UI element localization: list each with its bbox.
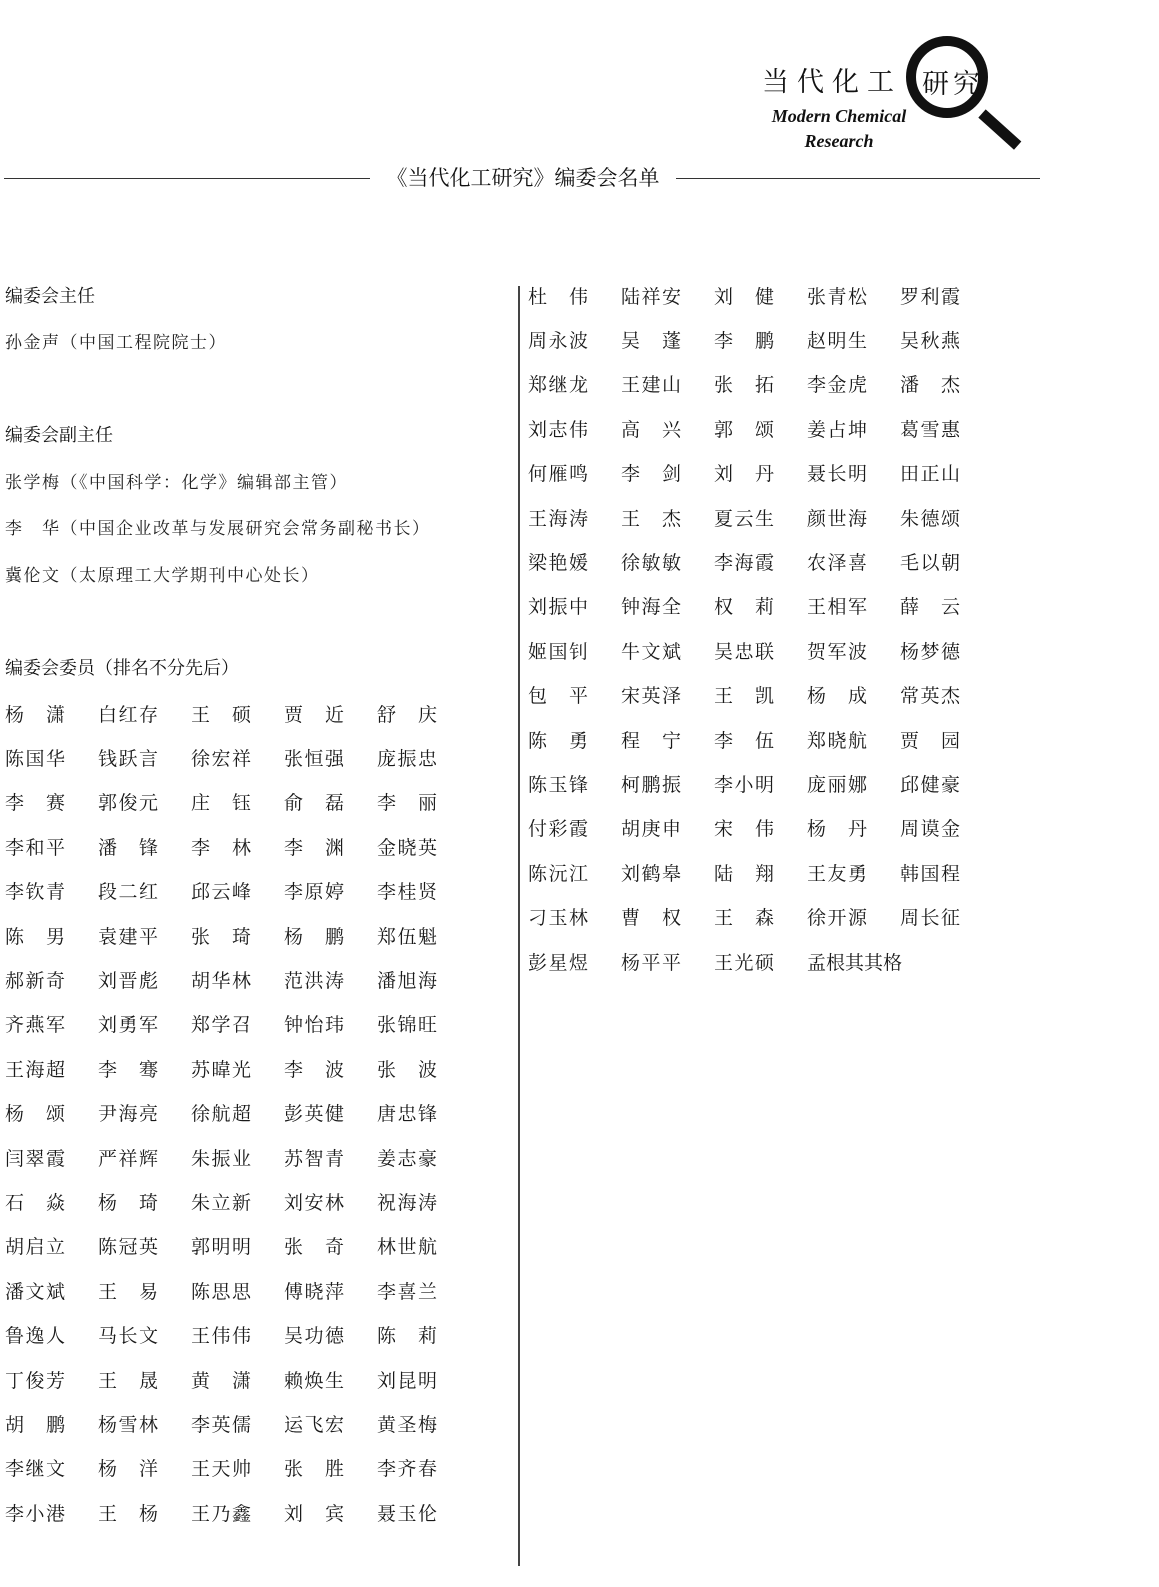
member-name: 王 伟 伟 xyxy=(191,1325,251,1348)
member-name: 胡 启 立 xyxy=(5,1236,65,1259)
director-line: 孙金声（中国工程院院士） xyxy=(5,333,227,353)
vice-director-line: 冀伦文（太原理工大学期刊中心处长） xyxy=(5,566,320,586)
member-name: 贺 军 波 xyxy=(807,640,867,663)
member-name: 陈 玉 锋 xyxy=(528,773,588,796)
member-name: 潘 文 斌 xyxy=(5,1280,65,1303)
member-name: 何 雁 鸣 xyxy=(528,463,588,486)
member-name: 刘 勇 军 xyxy=(98,1014,158,1037)
member-name: 吴 功 德 xyxy=(284,1325,344,1348)
member-name: 刘 宾 xyxy=(284,1502,344,1525)
member-name: 彭 英 健 xyxy=(284,1103,344,1126)
column-divider xyxy=(518,286,520,1566)
member-name: 张 琦 xyxy=(191,925,251,948)
member-name: 白 红 存 xyxy=(98,703,158,726)
logo-chinese-title: 当代化工 xyxy=(762,67,902,98)
member-name: 刘 丹 xyxy=(714,463,774,486)
member-name: 张 青 松 xyxy=(807,285,867,308)
member-name: 朱 立 新 xyxy=(191,1191,251,1214)
member-name: 郭 明 明 xyxy=(191,1236,251,1259)
member-name: 陈 男 xyxy=(5,925,65,948)
vice-director-line: 张学梅（《中国科学：化学》编辑部主管） xyxy=(5,473,348,493)
section-heading-director: 编委会主任 xyxy=(5,286,95,307)
member-name: 姬 国 钊 xyxy=(528,640,588,663)
member-name: 李 伍 xyxy=(714,729,774,752)
member-name: 杨 成 xyxy=(807,685,867,708)
member-name: 王 海 涛 xyxy=(528,507,588,530)
member-name: 赵 明 生 xyxy=(807,329,867,352)
member-name: 姜 占 坤 xyxy=(807,418,867,441)
member-name: 齐 燕 军 xyxy=(5,1014,65,1037)
member-name: 宋 英 泽 xyxy=(621,685,681,708)
member-name: 苏 智 青 xyxy=(284,1147,344,1170)
member-name: 马 长 文 xyxy=(98,1325,158,1348)
member-name: 柯 鹏 振 xyxy=(621,773,681,796)
member-name: 孟 根 其 其 格 xyxy=(807,951,903,974)
member-name: 王 杰 xyxy=(621,507,681,530)
member-name: 丁 俊 芳 xyxy=(5,1369,65,1392)
member-name: 傅 晓 萍 xyxy=(284,1280,344,1303)
member-name: 曹 权 xyxy=(621,907,681,930)
member-name: 陈 冠 英 xyxy=(98,1236,158,1259)
member-name: 李 波 xyxy=(284,1058,344,1081)
member-name: 吴 秋 燕 xyxy=(900,329,960,352)
member-name: 李 喜 兰 xyxy=(377,1280,437,1303)
member-name: 尹 海 亮 xyxy=(98,1103,158,1126)
page-title: 《当代化工研究》编委会名单 xyxy=(386,166,660,190)
member-name: 吴 蓬 xyxy=(621,329,681,352)
logo-english-line2: Research xyxy=(804,131,874,151)
member-name: 俞 磊 xyxy=(284,792,344,815)
member-name: 周 永 波 xyxy=(528,329,588,352)
member-name: 杨 洋 xyxy=(98,1458,158,1481)
member-name: 权 莉 xyxy=(714,596,774,619)
page-title-row xyxy=(0,160,1042,196)
member-name: 邱 健 豪 xyxy=(900,773,960,796)
member-name: 毛 以 朝 xyxy=(900,551,960,574)
member-name: 郭 颂 xyxy=(714,418,774,441)
member-name: 唐 忠 锋 xyxy=(377,1103,437,1126)
logo-english-title xyxy=(754,104,924,154)
member-name: 李 海 霞 xyxy=(714,551,774,574)
member-name: 金 晓 英 xyxy=(377,836,437,859)
member-name: 张 奇 xyxy=(284,1236,344,1259)
member-name: 庄 钰 xyxy=(191,792,251,815)
member-name: 刘 健 xyxy=(714,285,774,308)
logo-inner-text: 研究 xyxy=(922,69,984,100)
member-name: 王 建 山 xyxy=(621,374,681,397)
member-name: 李 赛 xyxy=(5,792,65,815)
member-name: 刘 昆 明 xyxy=(377,1369,437,1392)
member-name: 贾 园 xyxy=(900,729,960,752)
vice-director-line: 李 华（中国企业改革与发展研究会常务副秘书长） xyxy=(5,519,431,539)
member-name: 潘 旭 海 xyxy=(377,969,437,992)
member-name: 徐 宏 祥 xyxy=(191,747,251,770)
member-name: 姜 志 豪 xyxy=(377,1147,437,1170)
member-name: 郑 晓 航 xyxy=(807,729,867,752)
member-name: 林 世 航 xyxy=(377,1236,437,1259)
member-name: 鲁 逸 人 xyxy=(5,1325,65,1348)
member-name: 付 彩 霞 xyxy=(528,818,588,841)
member-name: 钟 海 全 xyxy=(621,596,681,619)
member-name: 陈 思 思 xyxy=(191,1280,251,1303)
section-heading-members: 编委会委员（排名不分先后） xyxy=(5,658,239,679)
member-name: 潘 锋 xyxy=(98,836,158,859)
member-name: 常 英 杰 xyxy=(900,685,960,708)
member-name: 罗 利 霞 xyxy=(900,285,960,308)
section-heading-vice-director: 编委会副主任 xyxy=(5,425,113,446)
member-name: 周 长 征 xyxy=(900,907,960,930)
member-name: 李 丽 xyxy=(377,792,437,815)
member-name: 徐 航 超 xyxy=(191,1103,251,1126)
member-name: 王 天 帅 xyxy=(191,1458,251,1481)
member-name: 杨 潇 xyxy=(5,703,65,726)
member-name: 王 凯 xyxy=(714,685,774,708)
member-name: 袁 建 平 xyxy=(98,925,158,948)
member-name: 刘 振 中 xyxy=(528,596,588,619)
member-name: 李 渊 xyxy=(284,836,344,859)
member-name: 钟 怡 玮 xyxy=(284,1014,344,1037)
member-name: 黄 潇 xyxy=(191,1369,251,1392)
member-name: 李 金 虎 xyxy=(807,374,867,397)
member-name: 朱 振 业 xyxy=(191,1147,251,1170)
member-name: 夏 云 生 xyxy=(714,507,774,530)
member-name: 苏 暐 光 xyxy=(191,1058,251,1081)
member-name: 王 晟 xyxy=(98,1369,158,1392)
member-name: 高 兴 xyxy=(621,418,681,441)
member-name: 陈 国 华 xyxy=(5,747,65,770)
member-name: 李 剑 xyxy=(621,463,681,486)
journal-logo xyxy=(750,28,1050,158)
member-name: 宋 伟 xyxy=(714,818,774,841)
member-name: 葛 雪 惠 xyxy=(900,418,960,441)
member-name: 李 骞 xyxy=(98,1058,158,1081)
member-name: 石 焱 xyxy=(5,1191,65,1214)
member-name: 刘 鹤 皋 xyxy=(621,862,681,885)
member-name: 陈 勇 xyxy=(528,729,588,752)
member-name: 运 飞 宏 xyxy=(284,1413,344,1436)
member-name: 张 恒 强 xyxy=(284,747,344,770)
member-name: 刘 晋 彪 xyxy=(98,969,158,992)
member-name: 李 林 xyxy=(191,836,251,859)
member-name: 徐 开 源 xyxy=(807,907,867,930)
member-name: 聂 玉 伦 xyxy=(377,1502,437,1525)
member-name: 郑 学 召 xyxy=(191,1014,251,1037)
member-name: 王 杨 xyxy=(98,1502,158,1525)
member-name: 郑 伍 魁 xyxy=(377,925,437,948)
title-rule-left xyxy=(4,178,370,179)
member-name: 祝 海 涛 xyxy=(377,1191,437,1214)
member-name: 闫 翠 霞 xyxy=(5,1147,65,1170)
title-rule-right xyxy=(676,178,1040,179)
member-name: 吴 忠 联 xyxy=(714,640,774,663)
member-name: 聂 长 明 xyxy=(807,463,867,486)
member-name: 杨 平 平 xyxy=(621,951,681,974)
member-name: 程 宁 xyxy=(621,729,681,752)
member-name: 韩 国 程 xyxy=(900,862,960,885)
member-name: 舒 庆 xyxy=(377,703,437,726)
member-name: 牛 文 斌 xyxy=(621,640,681,663)
member-name: 王 光 硕 xyxy=(714,951,774,974)
member-name: 胡 庚 申 xyxy=(621,818,681,841)
member-name: 黄 圣 梅 xyxy=(377,1413,437,1436)
member-name: 刁 玉 林 xyxy=(528,907,588,930)
logo-english-line1: Modern Chemical xyxy=(771,106,907,126)
magnifier-handle xyxy=(978,109,1021,149)
member-name: 王 乃 鑫 xyxy=(191,1502,251,1525)
member-name: 李 小 港 xyxy=(5,1502,65,1525)
member-name: 王 友 勇 xyxy=(807,862,867,885)
member-name: 杨 雪 林 xyxy=(98,1413,158,1436)
member-name: 田 正 山 xyxy=(900,463,960,486)
member-name: 彭 星 煜 xyxy=(528,951,588,974)
member-name: 张 波 xyxy=(377,1058,437,1081)
member-name: 王 海 超 xyxy=(5,1058,65,1081)
member-name: 薛 云 xyxy=(900,596,960,619)
member-name: 庞 丽 娜 xyxy=(807,773,867,796)
member-name: 徐 敏 敏 xyxy=(621,551,681,574)
member-name: 陆 祥 安 xyxy=(621,285,681,308)
member-name: 梁 艳 媛 xyxy=(528,551,588,574)
member-name: 李 小 明 xyxy=(714,773,774,796)
member-name: 李 钦 青 xyxy=(5,881,65,904)
member-name: 范 洪 涛 xyxy=(284,969,344,992)
member-name: 胡 鹏 xyxy=(5,1413,65,1436)
member-name: 段 二 红 xyxy=(98,881,158,904)
member-name: 严 祥 辉 xyxy=(98,1147,158,1170)
member-name: 赖 焕 生 xyxy=(284,1369,344,1392)
member-name: 张 胜 xyxy=(284,1458,344,1481)
member-name: 农 泽 喜 xyxy=(807,551,867,574)
member-name: 杨 丹 xyxy=(807,818,867,841)
member-name: 王 相 军 xyxy=(807,596,867,619)
member-name: 陆 翔 xyxy=(714,862,774,885)
member-name: 郑 继 龙 xyxy=(528,374,588,397)
member-name: 杨 鹏 xyxy=(284,925,344,948)
member-name: 王 森 xyxy=(714,907,774,930)
member-name: 颜 世 海 xyxy=(807,507,867,530)
member-name: 李 和 平 xyxy=(5,836,65,859)
member-name: 陈 莉 xyxy=(377,1325,437,1348)
member-name: 杨 梦 德 xyxy=(900,640,960,663)
member-name: 杨 琦 xyxy=(98,1191,158,1214)
member-name: 潘 杰 xyxy=(900,374,960,397)
member-name: 李 英 儒 xyxy=(191,1413,251,1436)
member-name: 李 鹏 xyxy=(714,329,774,352)
member-name: 胡 华 林 xyxy=(191,969,251,992)
member-name: 庞 振 忠 xyxy=(377,747,437,770)
member-name: 刘 志 伟 xyxy=(528,418,588,441)
member-name: 李 继 文 xyxy=(5,1458,65,1481)
member-name: 张 拓 xyxy=(714,374,774,397)
member-name: 李 原 婷 xyxy=(284,881,344,904)
member-name: 钱 跃 言 xyxy=(98,747,158,770)
member-name: 王 易 xyxy=(98,1280,158,1303)
member-name: 郝 新 奇 xyxy=(5,969,65,992)
member-name: 郭 俊 元 xyxy=(98,792,158,815)
member-name: 张 锦 旺 xyxy=(377,1014,437,1037)
member-name: 杜 伟 xyxy=(528,285,588,308)
member-name: 包 平 xyxy=(528,685,588,708)
member-name: 陈 沅 江 xyxy=(528,862,588,885)
member-name: 朱 德 颂 xyxy=(900,507,960,530)
member-name: 邱 云 峰 xyxy=(191,881,251,904)
member-name: 周 谟 金 xyxy=(900,818,960,841)
member-name: 李 齐 春 xyxy=(377,1458,437,1481)
member-name: 贾 近 xyxy=(284,703,344,726)
member-name: 李 桂 贤 xyxy=(377,881,437,904)
member-name: 王 硕 xyxy=(191,703,251,726)
member-name: 杨 颂 xyxy=(5,1103,65,1126)
member-name: 刘 安 林 xyxy=(284,1191,344,1214)
